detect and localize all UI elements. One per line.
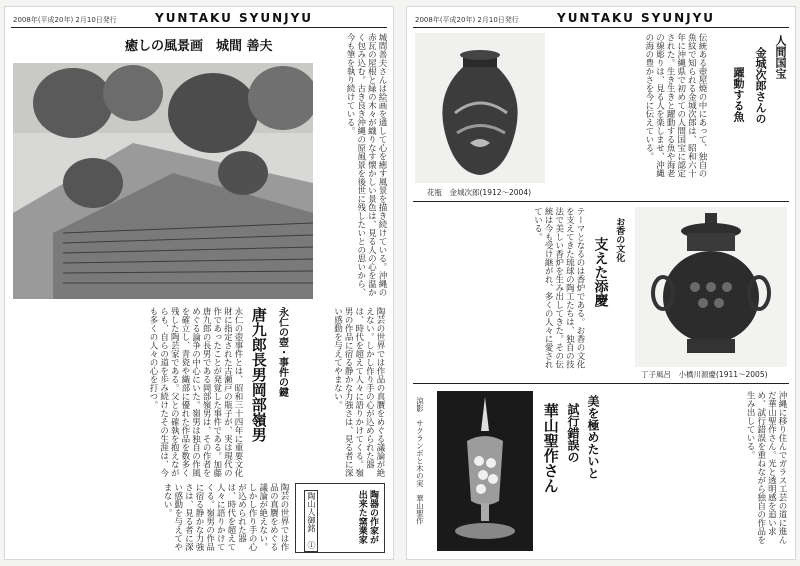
right-mid-text: テーマとなるのは香炉である。お香の文化を支えてきた琉球の陶工たちは、独自の技法で美しい香炉を生み出してきた。その伝統は今も受け継がれ、多くの人々に愛されている。 (532, 207, 585, 369)
vase-image (415, 33, 545, 183)
right-bottom-title-1: 美を極めたいと (586, 395, 600, 479)
left-column-text: 永仁の壺事件とは、昭和三十四年に重要文化財に指定された古瀬戸の瓶子が、実は現代の作であったことが発覚した事件である。加藤唐九郎の長男である岡部嶺男は、その作者をめぐる論争の中心にいた。嶺男は独自の作風を確立し、青瓷や織部に優れた作品を数多く残した陶芸家である。父との確執を抱えながらも、自らの道を歩み続けたその生涯は、今も多くの人々の心を打つ。 (148, 307, 243, 477)
left-page (4, 6, 394, 560)
left-small-box-label: 陶山人御銘 ① (304, 490, 318, 552)
censer-image (635, 207, 787, 367)
left-side-title-main: 唐九郎長男岡部嶺男 (249, 307, 268, 442)
right-mid-title-big: 支えた添慶 (592, 237, 609, 307)
censer-photo (635, 207, 787, 367)
left-small-box-title: 陶器の作家が出来た窯業家 (356, 490, 378, 544)
left-bottom-text: 陶芸の世界では作品の真贋をめぐる議論が絶えない。しかし作り手の心が込められた器は、時代を超えて人々に語りかけてくる。嶺男の作品に宿る静かな力強さは、見る者に深い感動を与えてやまない。 (162, 483, 289, 551)
left-header-date: 2008年(平成20年) 2月10日発行 (13, 16, 117, 24)
right-bottom-rule (413, 383, 789, 384)
left-side-title-top: 永仁の壺・事件の鍵 (276, 307, 288, 397)
landscape-painting-image (13, 63, 313, 299)
right-top-title-2: 金城次郎さんの (754, 47, 767, 124)
landscape-painting (13, 63, 313, 299)
vase-caption: 花瓶 金城次郎(1912〜2004) (427, 188, 532, 197)
left-feature-title: 癒しの風景画 城間 善夫 (125, 39, 273, 54)
left-small-box (295, 483, 385, 553)
right-top-title-3: 躍動する魚 (732, 67, 745, 122)
right-mid-title-small: お香の文化 (614, 217, 625, 262)
glass-art-caption: 涼影 サクランボと木の実 華山聖作 (415, 397, 425, 525)
right-top-text: 伝統ある壺屋焼の中にあって、独自の魚紋で知られる金城次郎は、昭和六十年に沖縄県で初めての人間国宝に認定された。生き生きと躍動する魚や海老の線彫りは、見る人を楽しませ、沖縄の海の豊かさを今に伝えている。 (643, 33, 707, 178)
vase-photo (415, 33, 545, 183)
censer-caption: 丁子風呂 小橋川源慶(1911〜2005) (641, 370, 768, 379)
glass-art-photo (437, 391, 533, 551)
right-bottom-text: 沖縄に移り住んでガラス工芸の道に進んだ華山聖作さん。光と透明感を追い求め、試行錯誤を重ねながら独自の作品を生み出している。 (745, 391, 787, 544)
left-header-rule (11, 27, 387, 28)
left-intro-text: 城間善夫さんは絵画を通して心を癒す風景を描き続けている。沖縄の赤瓦の屋根と緑の木々が織りなす懐かしい景色は、見る人の心を温かく包み込む。古き良き沖縄の原風景を後世に残したいとの思いから、今も筆を執り続けている。 (345, 33, 387, 297)
right-top-title-1: 人間国宝 (774, 35, 787, 79)
left-header-title: YUNTAKU SYUNJYU (155, 11, 314, 25)
right-bottom-title-3: 華山聖作さん (541, 403, 560, 493)
right-header-date: 2008年(平成20年) 2月10日発行 (415, 16, 519, 24)
left-column-text-2: 陶芸の世界では作品の真贋をめぐる議論が絶えない。しかし作り手の心が込められた器は、時代を超えて人々に語りかけてくる。嶺男の作品に宿る静かな力強さは、見る者に深い感動を与えてやまない。 (332, 307, 385, 477)
right-header-title: YUNTAKU SYUNJYU (557, 11, 716, 25)
glass-art-image (437, 391, 533, 551)
right-bottom-title-2: 試行錯誤の (566, 403, 580, 463)
right-mid-rule (413, 201, 789, 202)
right-header-rule (413, 27, 789, 28)
right-page (406, 6, 796, 560)
